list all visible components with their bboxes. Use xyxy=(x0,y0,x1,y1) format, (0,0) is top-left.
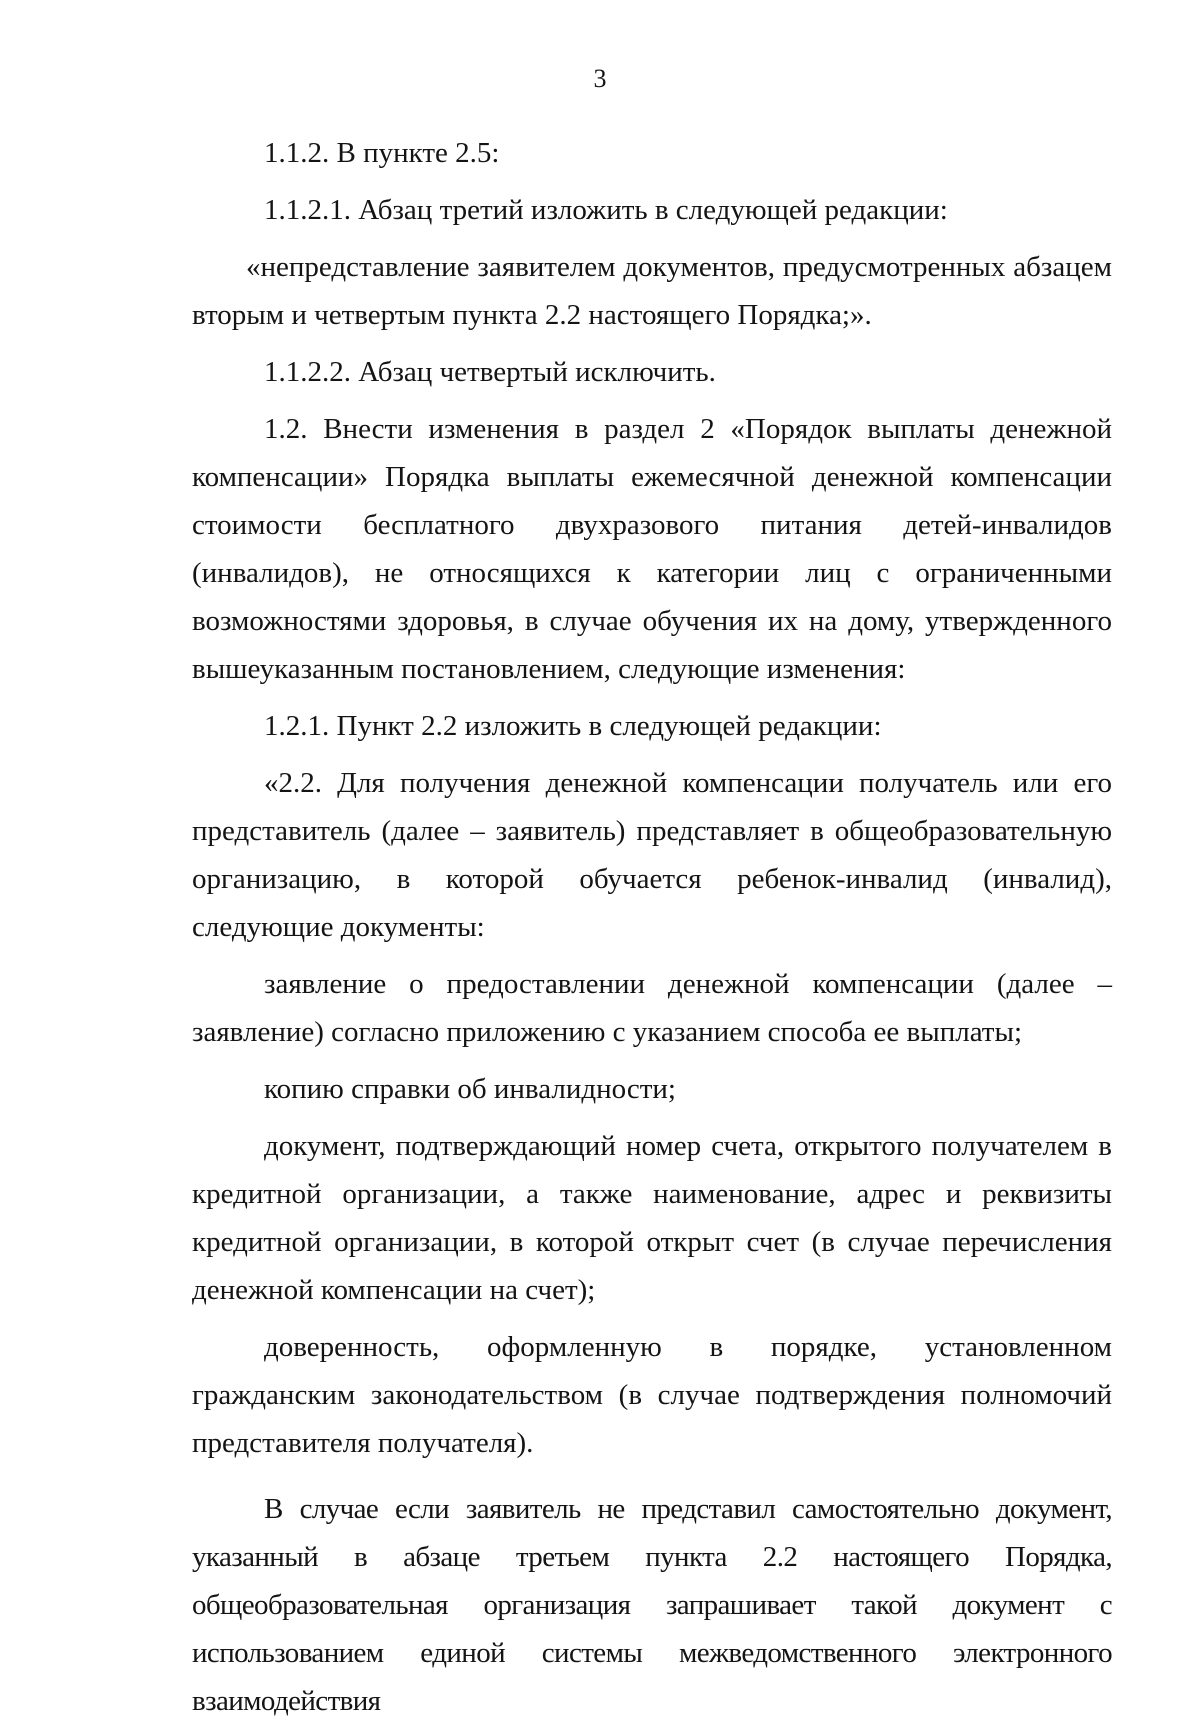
paragraph-1-1-2-2: 1.1.2.2. Абзац четвертый исключить. xyxy=(264,356,716,388)
paragraph-quoted-amendment: «непредставление заявителем документов, предусмотренных абзацем вторым и четвертым пункта 2.2 настоящего Порядка;». xyxy=(192,251,1112,331)
paragraph-1-2-1: 1.2.1. Пункт 2.2 изложить в следующей редакции: xyxy=(264,710,882,742)
paragraph-1-1-2-1: 1.1.2.1. Абзац третий изложить в следующей редакции: xyxy=(264,194,948,226)
page-number: 3 xyxy=(593,64,607,93)
paragraph-account-document: документ, подтверждающий номер счета, открытого получателем в кредитной организации, а также наименование, адрес и реквизиты кредитной организации, в которой открыт счет (в случае перечисления денежной компенсации на счет); xyxy=(192,1130,1112,1306)
paragraph-1-1-2: 1.1.2. В пункте 2.5: xyxy=(264,137,500,169)
paragraph-power-of-attorney: доверенность, оформленную в порядке, установленном гражданским законодательством (в случае подтверждения полномочий представителя получателя). xyxy=(192,1331,1112,1459)
paragraph-interdepartmental-request: В случае если заявитель не представил самостоятельно документ, указанный в абзаце третьем пункта 2.2 настоящего Порядка, общеобразовательная организация запрашивает такой документ с использованием единой системы межведомственного электронного взаимодействия xyxy=(192,1493,1112,1717)
document-body xyxy=(192,129,1112,1734)
paragraph-application: заявление о предоставлении денежной компенсации (далее – заявление) согласно приложению с указанием способа ее выплаты; xyxy=(192,968,1112,1048)
paragraph-1-2: 1.2. Внести изменения в раздел 2 «Порядок выплаты денежной компенсации» Порядка выплаты ежемесячной денежной компенсации стоимости бесплатного двухразового питания детей-инвалидов (инвалидов), не относящихся к категории лиц с ограниченными возможностями здоровья, в случае обучения их на дому, утвержденного вышеуказанным постановлением, следующие изменения: xyxy=(192,413,1112,685)
paragraph-disability-certificate: копию справки об инвалидности; xyxy=(264,1073,676,1105)
paragraph-2-2-intro: «2.2. Для получения денежной компенсации получатель или его представитель (далее – заявитель) представляет в общеобразовательную организацию, в которой обучается ребенок-инвалид (инвалид), следующие документы: xyxy=(192,767,1112,943)
